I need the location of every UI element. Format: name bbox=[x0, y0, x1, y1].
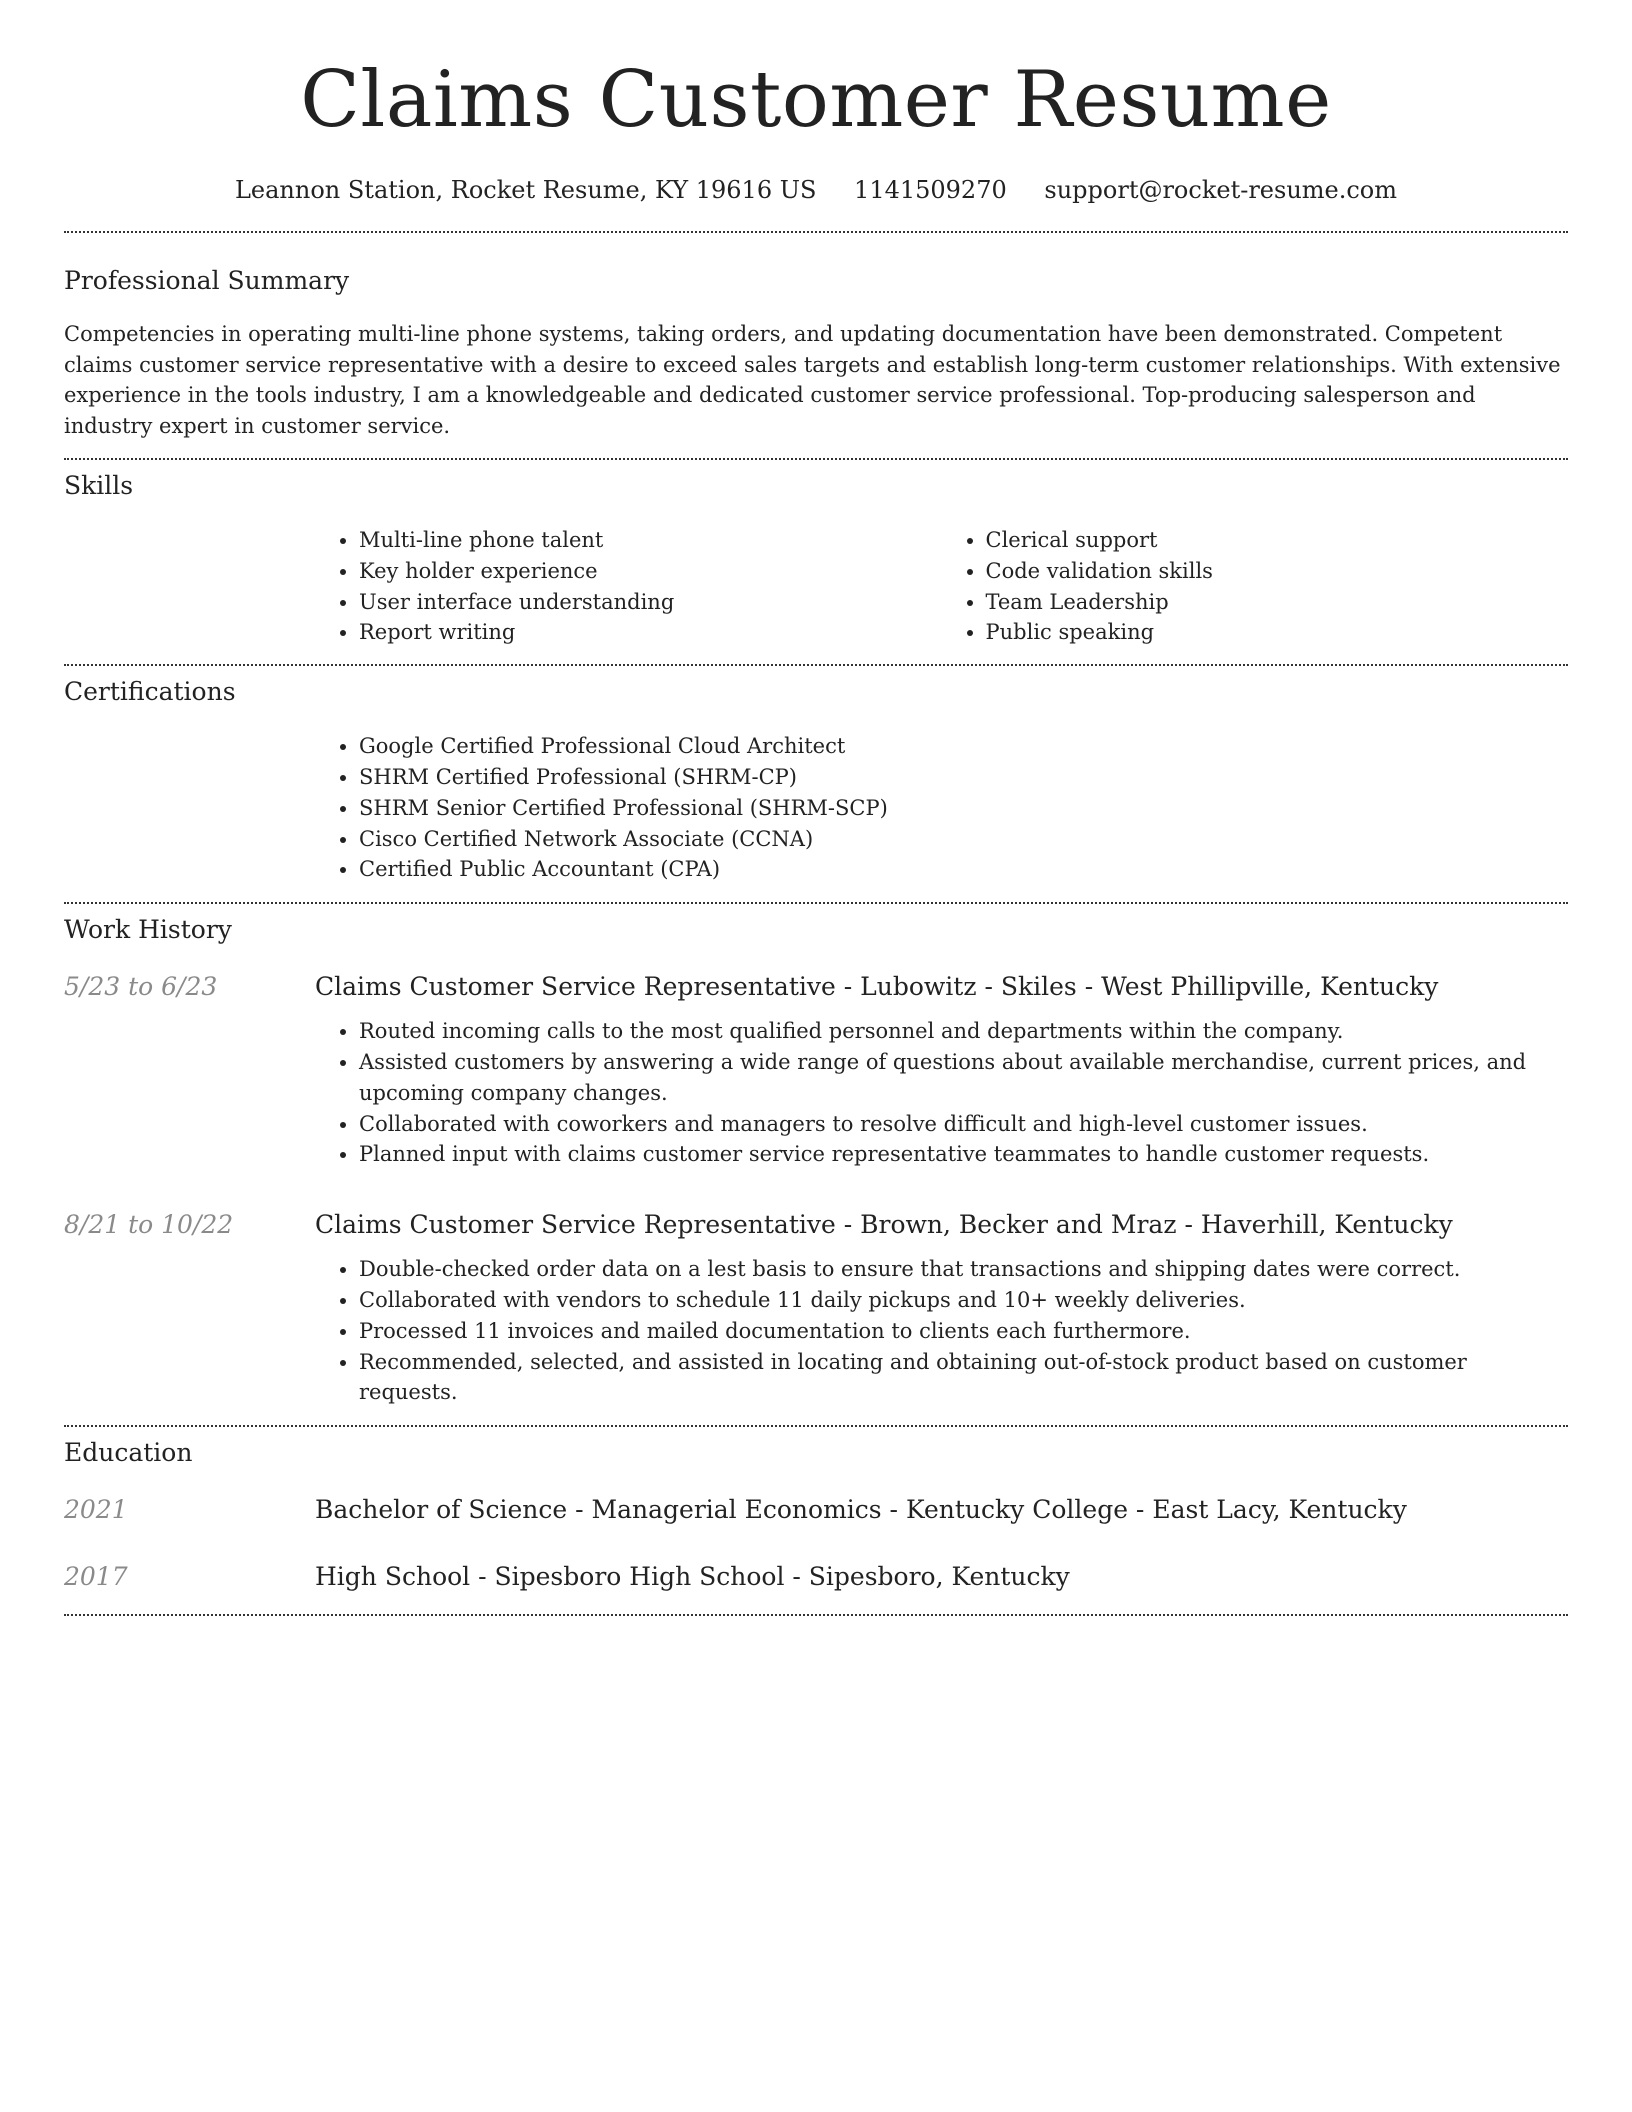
job-details: - Lubowitz - Skiles - West Phillipville, Kentucky bbox=[835, 972, 1439, 1002]
certification-item: • Cisco Certified Network Associate (CCNA) bbox=[359, 824, 1568, 855]
job-bullet: • Processed 11 invoices and mailed documentation to clients each furthermore. bbox=[359, 1316, 1568, 1347]
job-details: - Brown, Becker and Mraz - Haverhill, Kentucky bbox=[835, 1210, 1453, 1240]
certifications-section bbox=[64, 666, 1568, 885]
certifications-list bbox=[315, 731, 1568, 885]
education-degree: High School - Sipesboro High School - Sipesboro, Kentucky bbox=[315, 1562, 1070, 1592]
education-heading: Education bbox=[64, 1438, 193, 1468]
skill-item: • Code validation skills bbox=[986, 556, 1569, 587]
certification-item: • Certified Public Accountant (CPA) bbox=[359, 854, 1568, 885]
job-entry bbox=[64, 970, 1568, 1170]
summary-section bbox=[64, 233, 1568, 441]
education-entry bbox=[64, 1560, 1568, 1594]
job-dates: 8/21 to 10/22 bbox=[64, 1210, 234, 1240]
skills-heading: Skills bbox=[64, 471, 134, 500]
job-bullet: • Routed incoming calls to the most qualified personnel and departments within the company. bbox=[359, 1016, 1568, 1047]
job-title-line bbox=[315, 970, 1568, 1004]
job-bullets bbox=[315, 1016, 1568, 1170]
job-bullet: • Collaborated with vendors to schedule 11 daily pickups and 10+ weekly deliveries. bbox=[359, 1285, 1568, 1316]
contact-address: Leannon Station, Rocket Resume, KY 19616 US bbox=[234, 176, 817, 204]
contact-line bbox=[64, 174, 1568, 206]
skill-item: • Report writing bbox=[359, 617, 942, 648]
job-title-line bbox=[315, 1208, 1568, 1242]
contact-email: support@rocket-resume.com bbox=[1044, 176, 1398, 204]
job-bullets bbox=[315, 1254, 1568, 1408]
job-bullet: • Recommended, selected, and assisted in locating and obtaining out-of-stock product based on customer requests. bbox=[359, 1347, 1568, 1409]
job-body bbox=[315, 970, 1568, 1170]
job-bullet: • Double-checked order data on a lest basis to ensure that transactions and shipping dates were correct. bbox=[359, 1254, 1568, 1285]
job-bullet: • Collaborated with coworkers and managers to resolve difficult and high-level customer issues. bbox=[359, 1109, 1568, 1140]
job-bullet: • Planned input with claims customer service representative teammates to handle customer requests. bbox=[359, 1139, 1568, 1170]
job-dates: 5/23 to 6/23 bbox=[64, 972, 218, 1002]
education-year: 2021 bbox=[64, 1495, 128, 1525]
divider bbox=[64, 1614, 1568, 1616]
work-section bbox=[64, 904, 1568, 1408]
skill-item: • Team Leadership bbox=[986, 587, 1569, 618]
education-year: 2017 bbox=[64, 1562, 128, 1592]
education-section bbox=[64, 1427, 1568, 1594]
job-entry bbox=[64, 1208, 1568, 1408]
contact-phone: 1141509270 bbox=[854, 176, 1007, 204]
skills-list-right bbox=[942, 525, 1569, 648]
education-entry bbox=[64, 1493, 1568, 1527]
skills-section bbox=[64, 460, 1568, 648]
skill-item: • User interface understanding bbox=[359, 587, 942, 618]
certification-item: • Google Certified Professional Cloud Architect bbox=[359, 731, 1568, 762]
certifications-container bbox=[315, 731, 1568, 885]
job-role: Claims Customer Service Representative bbox=[315, 972, 836, 1002]
skill-item: • Multi-line phone talent bbox=[359, 525, 942, 556]
skill-item: • Clerical support bbox=[986, 525, 1569, 556]
work-heading: Work History bbox=[64, 915, 232, 945]
certification-item: • SHRM Senior Certified Professional (SHRM-SCP) bbox=[359, 793, 1568, 824]
certifications-heading: Certifications bbox=[64, 677, 236, 707]
summary-text: Competencies in operating multi-line phone systems, taking orders, and updating documentation have been demonstrated. Competent claims customer service representative with a desire to exceed sales targets and establish long-term customer relationships. With extensive experience in the tools industry, I am a knowledgeable and dedicated customer service professional. Top-producing salesperson and industry expert in customer service. bbox=[64, 322, 1561, 438]
skills-columns bbox=[315, 525, 1568, 648]
job-role: Claims Customer Service Representative bbox=[315, 1210, 836, 1240]
skill-item: • Public speaking bbox=[986, 617, 1569, 648]
skills-list-left bbox=[315, 525, 942, 648]
certification-item: • SHRM Certified Professional (SHRM-CP) bbox=[359, 762, 1568, 793]
job-body bbox=[315, 1208, 1568, 1408]
job-bullet: • Assisted customers by answering a wide range of questions about available merchandise, current prices, and upcoming company changes. bbox=[359, 1047, 1568, 1109]
summary-heading: Professional Summary bbox=[64, 266, 350, 295]
skill-item: • Key holder experience bbox=[359, 556, 942, 587]
resume-title: Claims Customer Resume bbox=[300, 55, 1332, 145]
education-degree: Bachelor of Science - Managerial Economics - Kentucky College - East Lacy, Kentucky bbox=[315, 1495, 1407, 1525]
